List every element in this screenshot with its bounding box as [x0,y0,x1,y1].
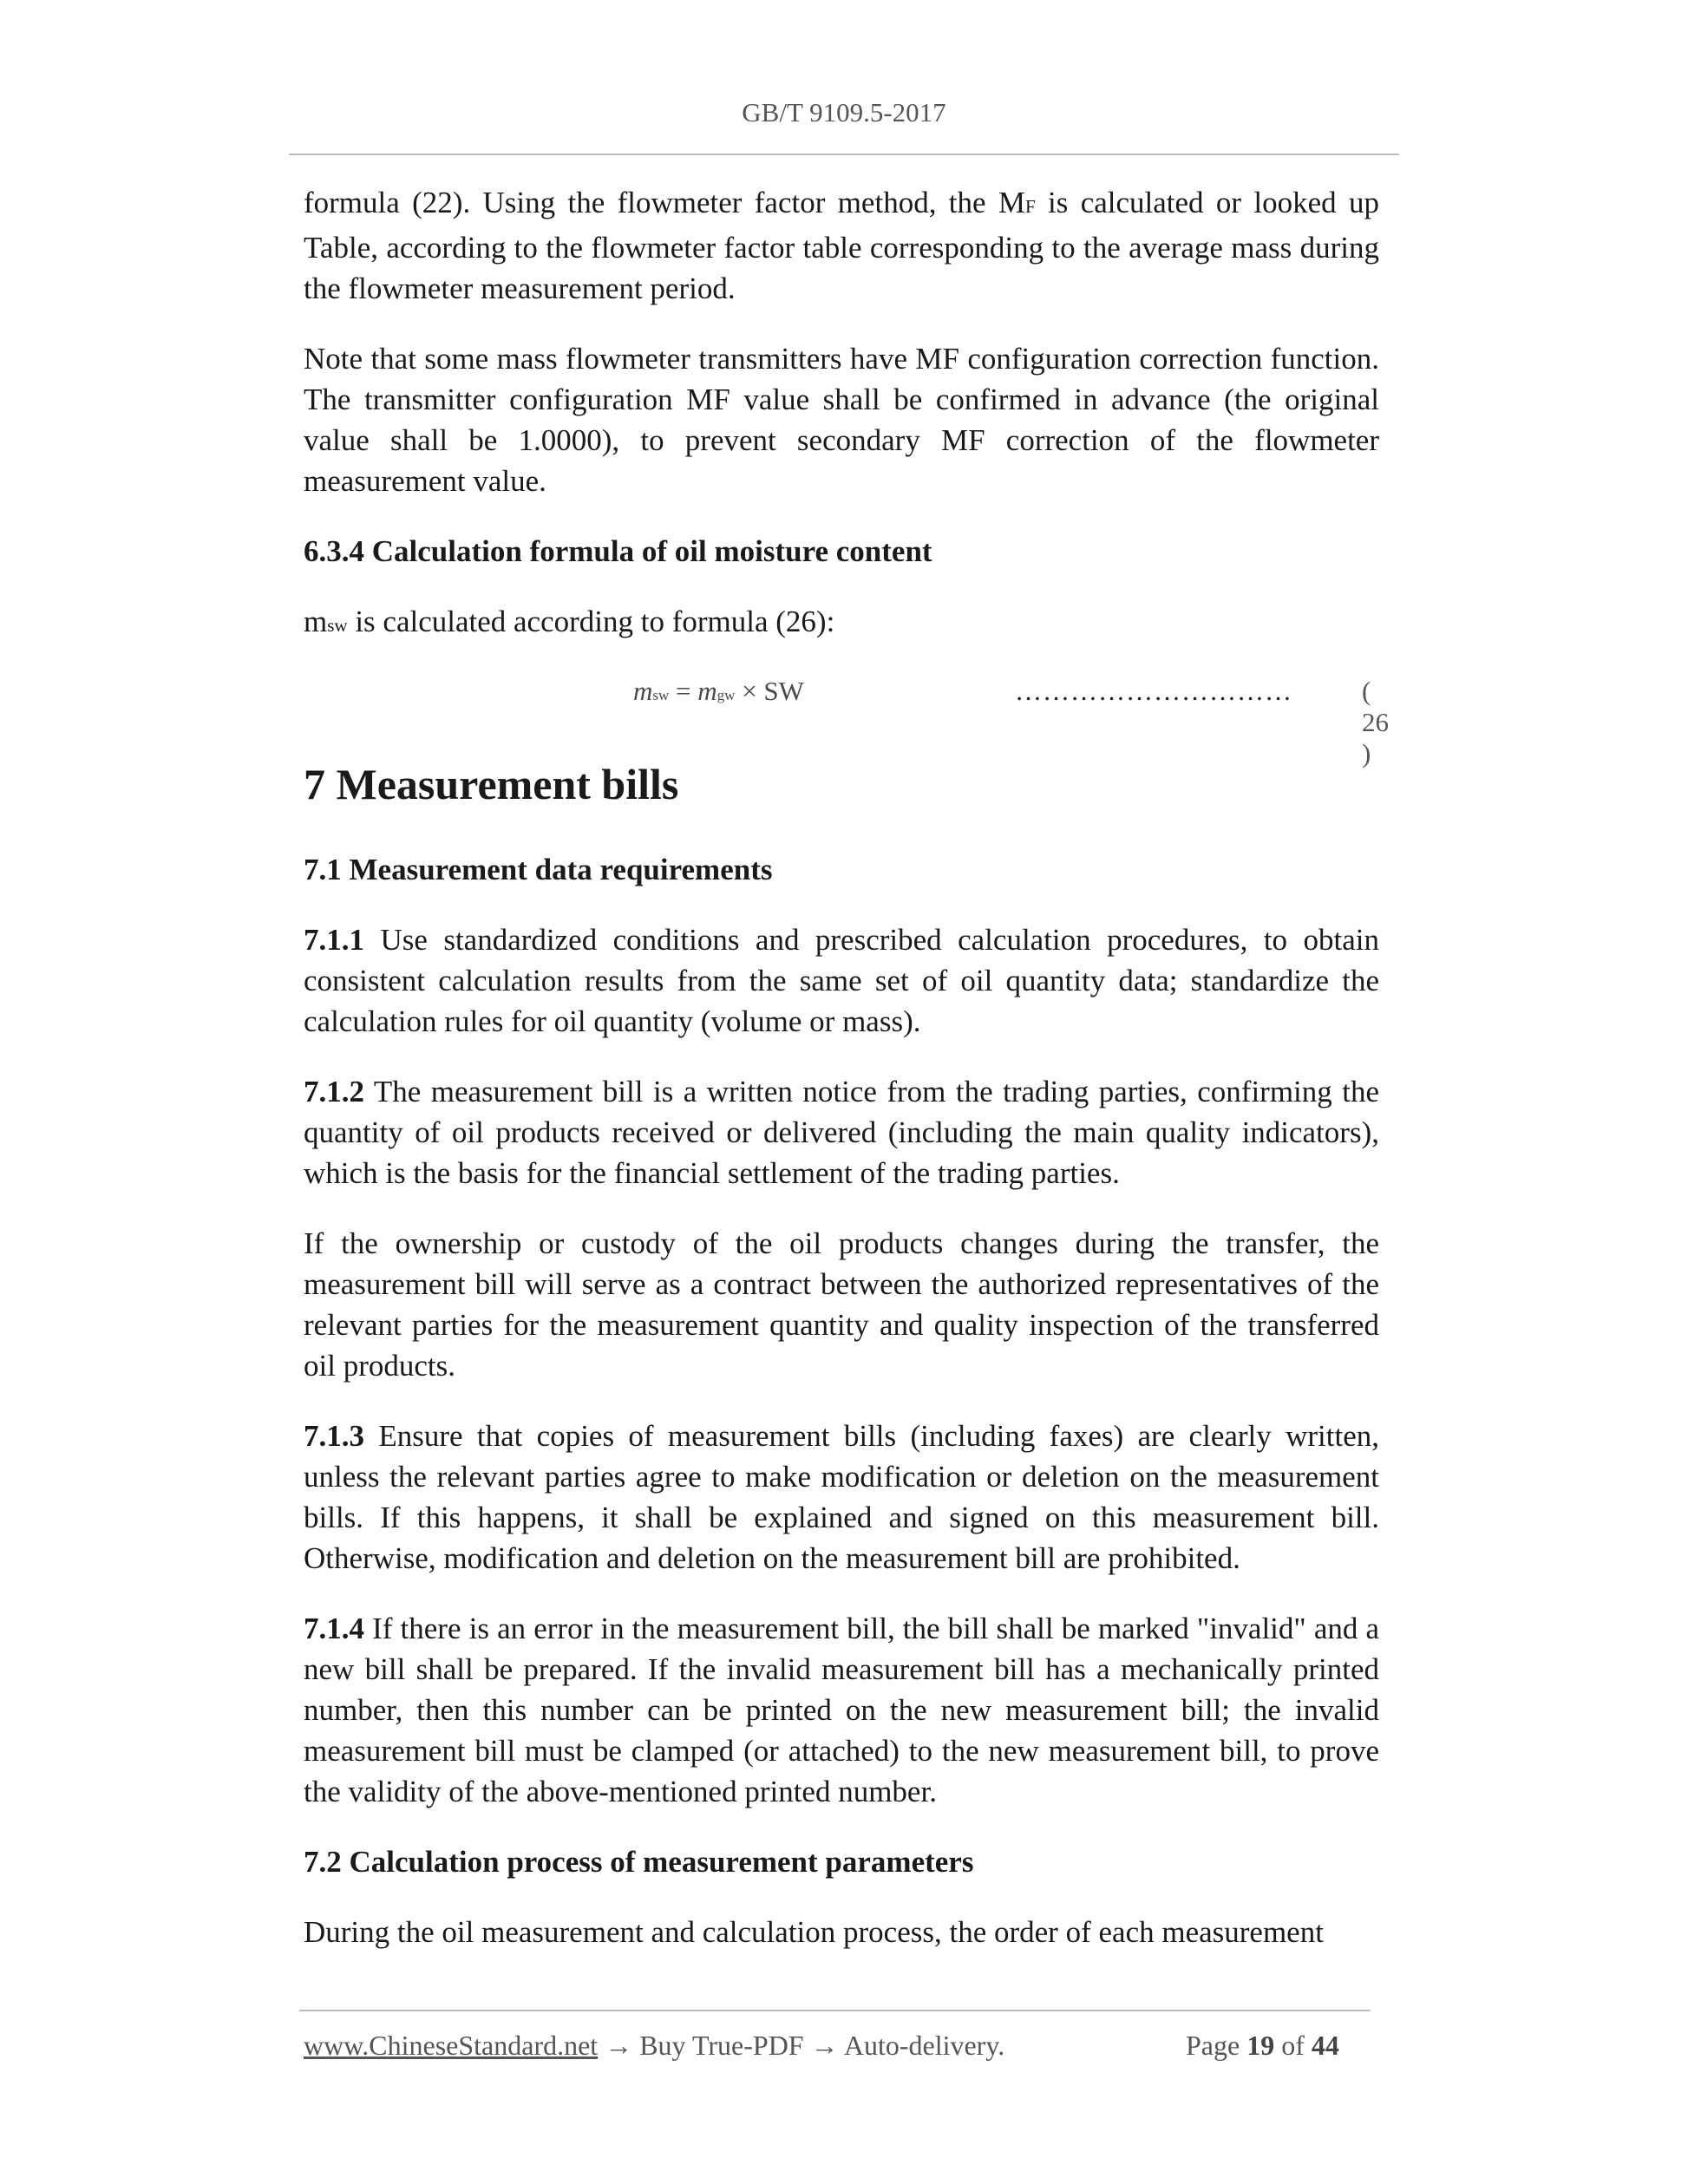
header-divider [289,154,1399,155]
paragraph-7-2: During the oil measurement and calculation process, the order of each measurement [304,1915,1324,1949]
clause-7-1-1: 7.1.1 Use standardized conditions and prescribed calculation procedures, to obtain consistent calculation results from the same set of oil quantity data; standardize the calculation rules for oil quantity (volume or mass). [304,923,1379,1038]
formula-leader-dots: ………………………… [1015,676,1292,706]
paragraph-formula-22: formula (22). Using the flowmeter factor method, the MF is calculated or looked up Table, according to the flowmeter factor table corresponding to the average mass during the flowmeter measurement period. [304,186,1379,305]
heading-7: 7 Measurement bills [304,760,679,808]
arrow-icon: → [598,2030,640,2061]
website-link[interactable]: www.ChineseStandard.net [304,2030,599,2061]
page-number: Page 19 of 44 [1186,2030,1339,2061]
formula-expression: msw = mgw × SW [633,676,804,706]
footer-links [304,2030,1004,2062]
clause-7-1-4: 7.1.4 If there is an error in the measurement bill, the bill shall be marked "invalid" and a new bill shall be prepared. If the invalid measurement bill has a mechanically printed number, then this number can be printed on the new measurement bill; the invalid measurement bill must be clamped (or attached) to the new measurement bill, to prove the validity of the above-mentioned printed number. [304,1612,1379,1808]
arrow-icon: → [803,2030,844,2061]
paragraph-mf-note: Note that some mass flowmeter transmitters have MF configuration correction function. The transmitter configuration MF value shall be confirmed in advance (the original value shall be 1.0000), to prevent secondary MF correction of the flowmeter measurement value. [304,342,1379,498]
footer-divider [299,2010,1371,2011]
formula-number: ( 26 ) [1362,676,1389,768]
paragraph-ownership: If the ownership or custody of the oil products changes during the transfer, the measurement bill will serve as a contract between the authorized representatives of the relevant parties for the measurement quantity and quality inspection of the transferred oil products. [304,1226,1379,1383]
heading-7-2: 7.2 Calculation process of measurement parameters [304,1845,974,1879]
paragraph-msw: msw is calculated according to formula (26): [304,605,835,638]
formula-26 [304,676,1389,768]
heading-6-3-4: 6.3.4 Calculation formula of oil moisture content [304,534,932,568]
page-content [304,182,1389,1982]
header-title: GB/T 9109.5-2017 [742,97,946,128]
heading-7-1: 7.1 Measurement data requirements [304,853,773,886]
auto-delivery-text: Auto-delivery. [843,2030,1005,2061]
clause-7-1-2: 7.1.2 The measurement bill is a written notice from the trading parties, confirming the quantity of oil products received or delivered (including the main quality indicators), which is the basis for the financial settlement of the trading parties. [304,1075,1379,1190]
clause-7-1-3: 7.1.3 Ensure that copies of measurement bills (including faxes) are clearly written, unless the relevant parties agree to make modification or deletion on the measurement bills. If this happens, it shall be explained and signed on this measurement bill. Otherwise, modification and deletion on the measurement bill are prohibited. [304,1419,1379,1575]
buy-pdf-text: Buy True-PDF [639,2030,804,2061]
